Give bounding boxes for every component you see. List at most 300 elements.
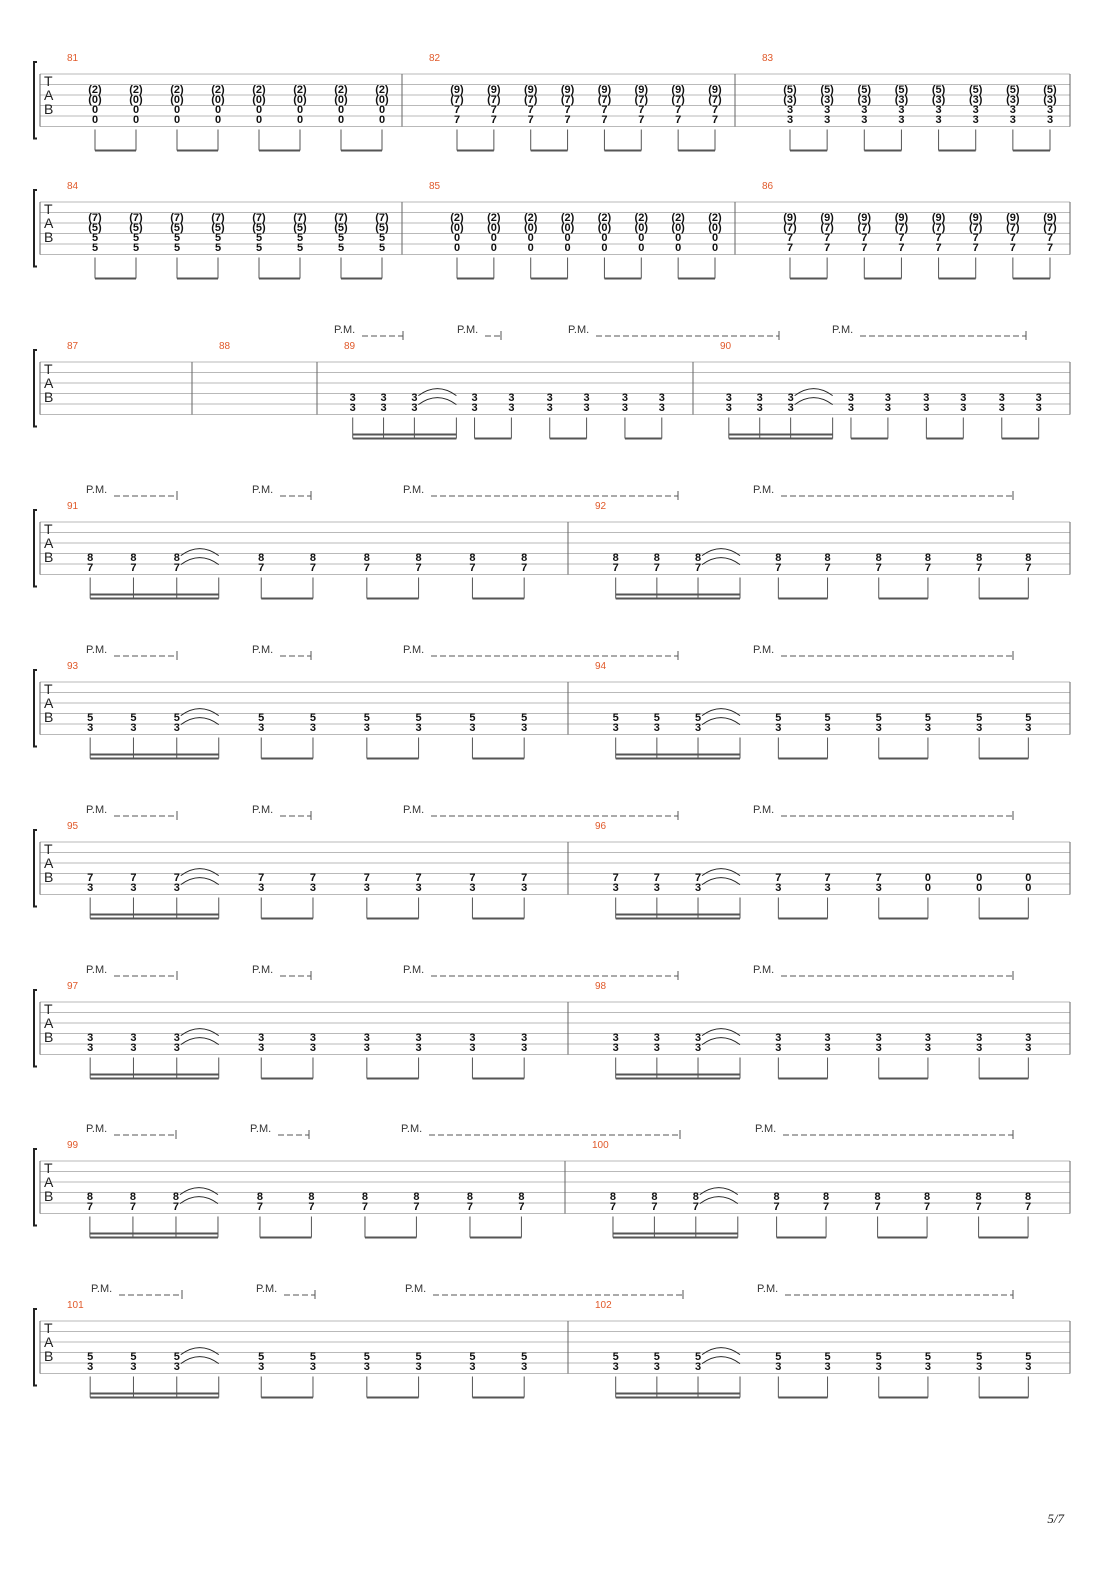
measure-number: 98: [595, 981, 607, 992]
fret-number: 3: [309, 1031, 317, 1044]
fret-number: (7): [450, 93, 464, 106]
fret-number: 7: [694, 871, 702, 884]
fret-number: 3: [130, 721, 137, 734]
fret-number: 3: [1035, 401, 1042, 414]
fret-number: 3: [875, 1031, 882, 1044]
fret-number: 5: [255, 241, 263, 254]
tab-clef-letter: A: [44, 375, 54, 391]
palm-mute-label: P.M.: [250, 1123, 272, 1135]
fret-number: 7: [469, 871, 476, 884]
fret-number: 3: [653, 1041, 660, 1054]
fret-number: 5: [87, 1350, 94, 1363]
fret-number: (9): [968, 211, 983, 224]
fret-number: 0: [527, 241, 534, 254]
fret-number: 3: [521, 1031, 528, 1044]
fret-number: (2): [634, 211, 649, 224]
fret-number: 7: [172, 1200, 180, 1213]
fret-number: 5: [87, 711, 94, 724]
fret-number: 7: [521, 561, 528, 574]
system-bracket: [34, 1309, 37, 1386]
tie-arc: [702, 1029, 740, 1036]
fret-number: (7): [375, 211, 389, 224]
fret-number: 0: [453, 231, 461, 244]
fret-number: 7: [129, 1200, 136, 1213]
fret-number: 5: [924, 711, 931, 724]
palm-mute-label: P.M.: [568, 324, 590, 336]
fret-number: 3: [875, 1041, 882, 1054]
fret-number: 7: [651, 1200, 658, 1213]
fret-number: 3: [309, 721, 317, 734]
fret-number: (3): [931, 93, 946, 106]
fret-number: 3: [694, 721, 702, 734]
fret-number: 7: [653, 561, 660, 574]
tie-arc: [181, 869, 219, 876]
fret-number: 7: [521, 871, 528, 884]
palm-mute-label: P.M.: [403, 644, 425, 656]
fret-number: (0): [334, 93, 348, 106]
fret-number: 0: [378, 103, 386, 116]
fret-number: 7: [601, 113, 608, 126]
fret-number: (7): [857, 221, 872, 234]
palm-mute-label: P.M.: [256, 1283, 278, 1295]
fret-number: 3: [935, 113, 942, 126]
fret-number: (9): [1006, 211, 1020, 224]
fret-number: (9): [450, 83, 464, 96]
fret-number: 0: [564, 241, 571, 254]
fret-number: 8: [1025, 551, 1032, 564]
fret-number: 7: [786, 241, 794, 254]
fret-number: (7): [211, 211, 225, 224]
fret-number: 3: [258, 1041, 265, 1054]
fret-number: 3: [787, 391, 794, 404]
fret-number: 3: [411, 391, 418, 404]
fret-number: 7: [363, 561, 370, 574]
fret-number: 3: [415, 721, 422, 734]
fret-number: (5): [88, 221, 102, 234]
fret-number: 3: [875, 721, 882, 734]
fret-number: 5: [132, 231, 140, 244]
fret-number: 8: [773, 1190, 780, 1203]
fret-number: 3: [583, 401, 590, 414]
tab-clef-letter: B: [44, 709, 54, 725]
fret-number: 3: [612, 1041, 619, 1054]
fret-number: 0: [711, 231, 719, 244]
fret-number: 3: [756, 391, 763, 404]
fret-number: (9): [783, 211, 797, 224]
fret-number: 3: [786, 103, 794, 116]
fret-number: 7: [972, 231, 979, 244]
fret-number: 7: [773, 1200, 780, 1213]
fret-number: 7: [975, 1200, 982, 1213]
fret-number: 3: [469, 1041, 476, 1054]
system-bracket: [34, 1149, 37, 1226]
fret-number: 5: [337, 231, 345, 244]
measure-number: 100: [592, 1140, 609, 1151]
fret-number: (0): [708, 221, 722, 234]
fret-number: 3: [258, 1360, 265, 1373]
system-3: [34, 324, 1070, 439]
fret-number: 7: [564, 103, 571, 116]
fret-number: 3: [694, 881, 702, 894]
fret-number: 8: [172, 1190, 180, 1203]
fret-number: 7: [711, 103, 719, 116]
fret-number: 3: [508, 391, 515, 404]
measure-number: 89: [344, 341, 356, 352]
fret-number: 3: [775, 1360, 782, 1373]
fret-number: 5: [378, 231, 386, 244]
measure-number: 86: [762, 181, 774, 192]
fret-number: (7): [170, 211, 184, 224]
system-bracket: [34, 510, 37, 587]
tab-clef-letter: A: [44, 535, 54, 551]
fret-number: 3: [824, 1041, 831, 1054]
fret-number: 7: [924, 1200, 931, 1213]
fret-number: (0): [375, 93, 389, 106]
fret-number: 7: [898, 241, 905, 254]
fret-number: (9): [597, 83, 612, 96]
fret-number: 3: [521, 1360, 528, 1373]
fret-number: 3: [363, 721, 370, 734]
fret-number: 3: [469, 721, 476, 734]
fret-number: (9): [931, 211, 946, 224]
fret-number: 5: [653, 1350, 660, 1363]
fret-number: (5): [857, 83, 872, 96]
fret-number: (5): [1043, 83, 1057, 96]
fret-number: 3: [87, 721, 94, 734]
system-8: [34, 1123, 1070, 1238]
fret-number: 3: [469, 1360, 476, 1373]
palm-mute-label: P.M.: [753, 644, 775, 656]
fret-number: 3: [824, 721, 831, 734]
fret-number: (7): [783, 221, 797, 234]
fret-number: 3: [309, 881, 317, 894]
fret-number: 3: [824, 103, 831, 116]
fret-number: (7): [293, 211, 307, 224]
fret-number: (7): [634, 93, 649, 106]
fret-number: 3: [960, 401, 967, 414]
palm-mute-label: P.M.: [753, 804, 775, 816]
fret-number: 7: [924, 561, 931, 574]
fret-number: (0): [88, 93, 102, 106]
tab-clef-letter: A: [44, 1334, 54, 1350]
fret-number: 3: [875, 1360, 882, 1373]
measure-number: 99: [67, 1140, 79, 1151]
fret-number: 0: [132, 113, 140, 126]
fret-number: (5): [783, 83, 797, 96]
fret-number: (9): [1043, 211, 1057, 224]
fret-number: 5: [824, 1350, 831, 1363]
fret-number: 5: [653, 711, 660, 724]
fret-number: 7: [875, 871, 882, 884]
fret-number: (9): [634, 83, 649, 96]
fret-number: (7): [820, 221, 834, 234]
fret-number: 5: [612, 711, 619, 724]
fret-number: 3: [612, 1031, 619, 1044]
fret-number: 3: [612, 1360, 619, 1373]
fret-number: 8: [308, 1190, 315, 1203]
fret-number: 8: [256, 1190, 264, 1203]
tab-clef-letter: A: [44, 855, 54, 871]
fret-number: 8: [824, 551, 831, 564]
palm-mute-label: P.M.: [252, 964, 274, 976]
fret-number: 3: [976, 721, 983, 734]
fret-number: 3: [380, 391, 387, 404]
fret-number: 3: [972, 103, 979, 116]
fret-number: (2): [560, 211, 575, 224]
palm-mute-label: P.M.: [401, 1123, 423, 1135]
fret-number: 3: [725, 401, 732, 414]
fret-number: 3: [824, 881, 831, 894]
fret-number: 3: [1046, 113, 1054, 126]
fret-number: 8: [976, 551, 983, 564]
fret-number: (7): [597, 93, 612, 106]
fret-number: 3: [775, 721, 782, 734]
fret-number: (5): [129, 221, 143, 234]
tab-clef-letter: T: [44, 681, 53, 697]
fret-number: 3: [521, 1041, 528, 1054]
fret-number: 5: [924, 1350, 931, 1363]
fret-number: 3: [924, 1360, 931, 1373]
palm-mute-label: P.M.: [86, 804, 108, 816]
palm-mute-label: P.M.: [753, 964, 775, 976]
palm-mute-label: P.M.: [457, 324, 479, 336]
fret-number: 7: [875, 561, 882, 574]
fret-number: 3: [861, 113, 868, 126]
fret-number: 8: [874, 1190, 881, 1203]
measure-number: 87: [67, 341, 79, 352]
fret-number: 3: [775, 1041, 782, 1054]
fret-number: (0): [487, 221, 501, 234]
fret-number: 3: [173, 881, 180, 894]
fret-number: 7: [935, 231, 942, 244]
fret-number: 5: [875, 1350, 882, 1363]
system-1: [34, 53, 1070, 151]
fret-number: 3: [1035, 391, 1042, 404]
fret-number: 8: [415, 551, 422, 564]
fret-number: 3: [875, 881, 882, 894]
fret-number: 5: [173, 1350, 180, 1363]
tab-clef-letter: A: [44, 87, 54, 103]
fret-number: 3: [87, 1031, 94, 1044]
fret-number: (2): [252, 83, 266, 96]
fret-number: 8: [521, 551, 528, 564]
fret-number: 7: [972, 241, 979, 254]
tab-clef-letter: B: [44, 389, 54, 405]
fret-number: 7: [1025, 1200, 1032, 1213]
fret-number: 5: [214, 241, 222, 254]
palm-mute-label: P.M.: [91, 1283, 113, 1295]
fret-number: 8: [466, 1190, 474, 1203]
fret-number: 8: [469, 551, 476, 564]
fret-number: 5: [309, 1350, 317, 1363]
fret-number: 7: [612, 561, 619, 574]
fret-number: 3: [415, 1041, 422, 1054]
fret-number: (7): [671, 93, 685, 106]
fret-number: 5: [214, 231, 222, 244]
fret-number: 7: [87, 871, 94, 884]
fret-number: 0: [132, 103, 140, 116]
fret-number: 3: [309, 1360, 317, 1373]
fret-number: (2): [487, 211, 501, 224]
fret-number: 7: [711, 113, 719, 126]
fret-number: 5: [173, 231, 181, 244]
palm-mute-label: P.M.: [252, 484, 274, 496]
fret-number: 3: [935, 103, 942, 116]
fret-number: 7: [1025, 561, 1032, 574]
fret-number: 3: [824, 1031, 831, 1044]
fret-number: (3): [1006, 93, 1020, 106]
measure-number: 94: [595, 661, 607, 672]
palm-mute-label: P.M.: [832, 324, 854, 336]
measure-number: 88: [219, 341, 231, 352]
fret-number: 3: [87, 881, 94, 894]
fret-number: 3: [1025, 1041, 1032, 1054]
measure-number: 83: [762, 53, 774, 64]
tie-arc: [418, 389, 456, 396]
fret-number: 7: [638, 113, 645, 126]
fret-number: 3: [583, 391, 590, 404]
fret-number: 3: [508, 401, 515, 414]
fret-number: (7): [88, 211, 102, 224]
fret-number: 7: [638, 103, 645, 116]
fret-number: 3: [173, 1031, 180, 1044]
measure-number: 101: [67, 1300, 84, 1311]
fret-number: (0): [523, 221, 538, 234]
fret-number: 7: [466, 1200, 474, 1213]
fret-number: 7: [861, 241, 868, 254]
tab-clef-letter: T: [44, 1001, 53, 1017]
measure-number: 81: [67, 53, 79, 64]
fret-number: 7: [823, 1200, 830, 1213]
tab-clef-letter: T: [44, 841, 53, 857]
fret-number: 8: [612, 551, 619, 564]
fret-number: 3: [884, 401, 891, 414]
tab-clef-letter: B: [44, 869, 54, 885]
fret-number: (5): [293, 221, 307, 234]
fret-number: (2): [375, 83, 389, 96]
fret-number: 0: [924, 881, 931, 894]
system-bracket: [34, 62, 37, 139]
fret-number: (2): [523, 211, 538, 224]
palm-mute-label: P.M.: [86, 644, 108, 656]
fret-number: 3: [130, 1031, 137, 1044]
fret-number: (2): [671, 211, 685, 224]
measure-number: 82: [429, 53, 441, 64]
fret-number: 5: [415, 711, 422, 724]
fret-number: (3): [857, 93, 872, 106]
fret-number: 7: [1009, 241, 1016, 254]
fret-number: (0): [293, 93, 307, 106]
fret-number: (7): [708, 93, 722, 106]
tab-clef-letter: A: [44, 215, 54, 231]
fret-number: 3: [694, 1041, 702, 1054]
fret-number: 0: [255, 103, 263, 116]
fret-number: 0: [490, 231, 497, 244]
fret-number: 3: [924, 721, 931, 734]
fret-number: 0: [214, 103, 222, 116]
fret-number: 3: [884, 391, 891, 404]
tab-clef-letter: T: [44, 1320, 53, 1336]
fret-number: 8: [258, 551, 265, 564]
fret-number: (9): [708, 83, 722, 96]
fret-number: (2): [170, 83, 184, 96]
fret-number: (9): [820, 211, 834, 224]
fret-number: 3: [130, 881, 137, 894]
fret-number: 3: [847, 391, 855, 404]
tab-clef-letter: T: [44, 521, 53, 537]
fret-number: 8: [130, 551, 137, 564]
fret-number: 0: [638, 241, 645, 254]
fret-number: 7: [453, 113, 461, 126]
fret-number: 3: [546, 401, 553, 414]
fret-number: (2): [211, 83, 225, 96]
fret-number: (5): [170, 221, 184, 234]
fret-number: 5: [255, 231, 263, 244]
tab-clef-letter: A: [44, 1174, 54, 1190]
palm-mute-label: P.M.: [405, 1283, 427, 1295]
fret-number: 3: [1025, 721, 1032, 734]
fret-number: 5: [132, 241, 140, 254]
fret-number: 5: [976, 1350, 983, 1363]
fret-number: 7: [692, 1200, 699, 1213]
fret-number: 0: [173, 103, 181, 116]
palm-mute-label: P.M.: [403, 804, 425, 816]
fret-number: (9): [487, 83, 501, 96]
fret-number: 3: [658, 391, 665, 404]
system-2: [34, 181, 1070, 279]
tie-arc: [181, 549, 219, 556]
fret-number: 8: [1025, 1190, 1032, 1203]
fret-number: 3: [258, 1031, 265, 1044]
fret-number: 7: [786, 231, 794, 244]
system-9: [34, 1283, 1070, 1398]
fret-number: 3: [349, 401, 356, 414]
fret-number: 7: [415, 871, 422, 884]
fret-number: 3: [653, 1360, 660, 1373]
system-bracket: [34, 350, 37, 427]
fret-number: 7: [675, 103, 682, 116]
fret-number: 7: [653, 871, 660, 884]
fret-number: 3: [363, 1360, 370, 1373]
fret-number: 3: [694, 1360, 702, 1373]
fret-number: 0: [527, 231, 534, 244]
fret-number: 7: [87, 561, 94, 574]
measure-number: 92: [595, 501, 607, 512]
fret-number: 7: [469, 561, 476, 574]
fret-number: 5: [875, 711, 882, 724]
tab-clef-letter: T: [44, 361, 53, 377]
fret-number: 3: [1009, 113, 1016, 126]
fret-number: 5: [296, 241, 304, 254]
fret-number: 7: [898, 231, 905, 244]
page-number: 5/7: [1047, 1511, 1064, 1526]
fret-number: 0: [173, 113, 181, 126]
fret-number: 3: [824, 113, 831, 126]
fret-number: 0: [378, 113, 386, 126]
fret-number: (3): [783, 93, 797, 106]
fret-number: 8: [924, 551, 931, 564]
fret-number: (7): [129, 211, 143, 224]
fret-number: 3: [923, 391, 930, 404]
tie-arc: [795, 389, 833, 396]
fret-number: (5): [820, 83, 834, 96]
fret-number: 0: [675, 241, 682, 254]
fret-number: (2): [708, 211, 722, 224]
tie-arc: [702, 549, 740, 556]
measure-number: 97: [67, 981, 79, 992]
fret-number: 7: [413, 1200, 420, 1213]
measure-number: 91: [67, 501, 79, 512]
